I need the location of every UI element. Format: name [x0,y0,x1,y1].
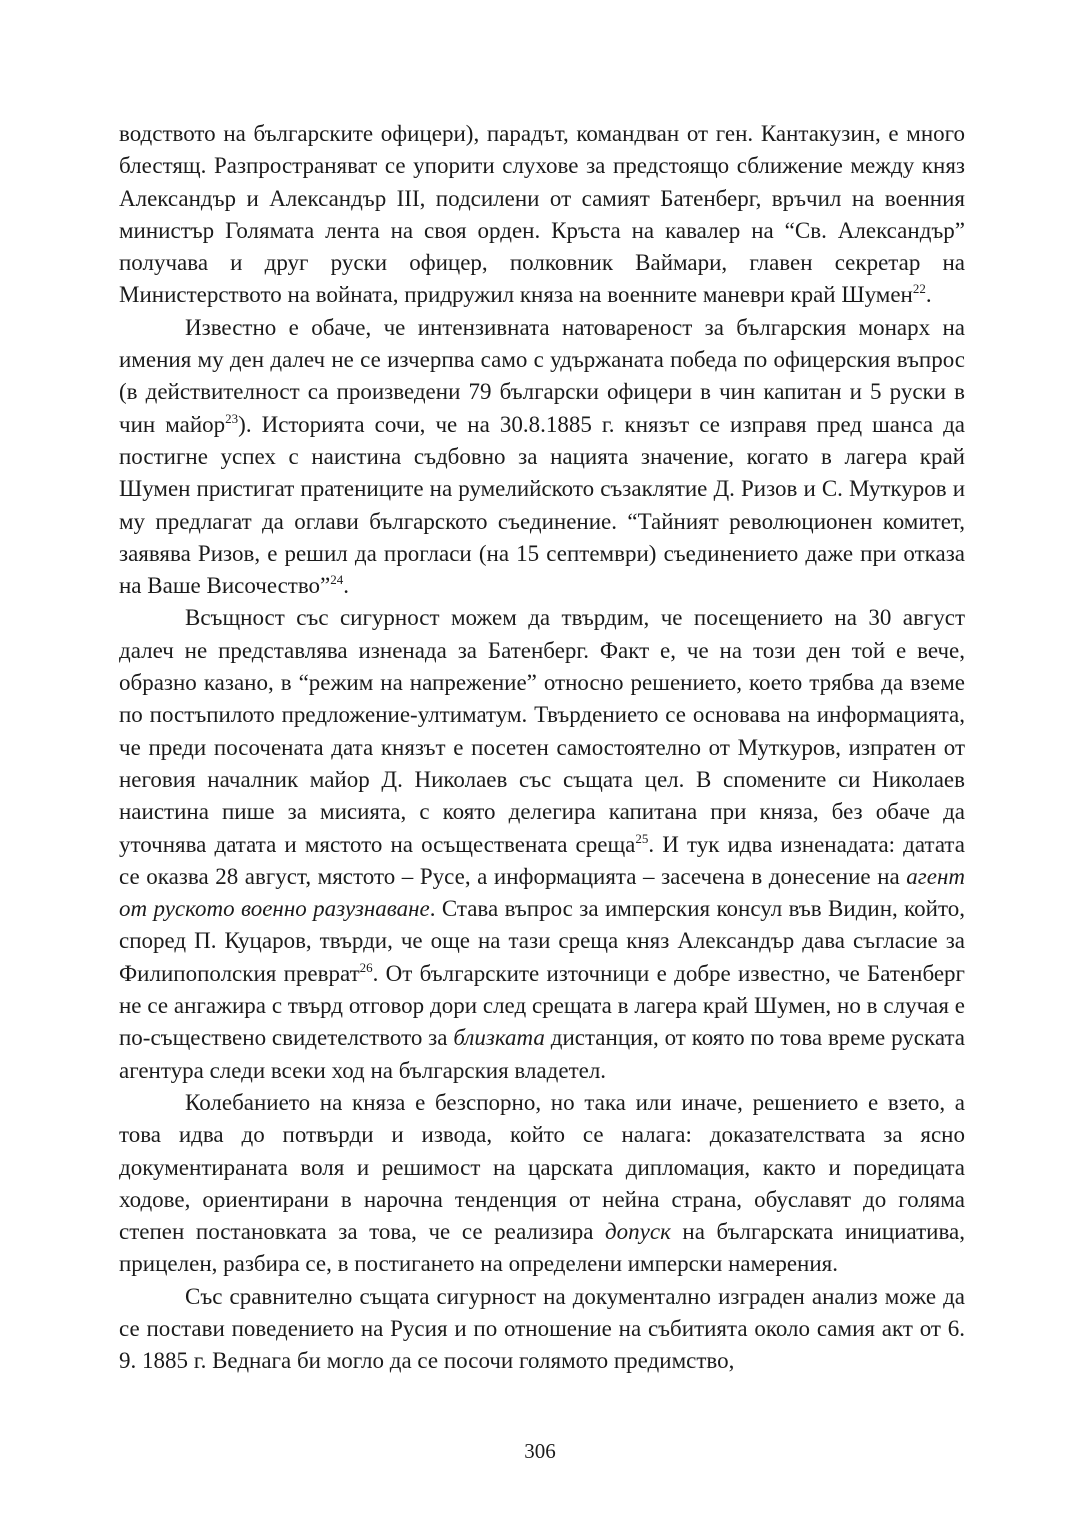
text-run: . [925,282,932,308]
text-run: дистанция, от която по това време руската агентура следи всеки ход на българския владетел. [119,1025,965,1083]
paragraph [119,118,965,312]
text-run: Колебанието на княза е безспорно, но така или иначе, решението е взето, а това идва до потвърди и извода, който се налага: доказателствата за ясно документираната воля и решимост на царската дипломация, както и поредицата ходове, ориентирани в нарочна тенденция от нейна страна, обуславят до голяма степен постановката за това, че се реализира [119,1089,965,1245]
footnote-ref: 24 [330,572,344,588]
body-text [119,118,965,1378]
text-run: Всъщност със сигурност можем да твърдим, че посещението на 30 август далеч не представлява изненада за Батенберг. Факт е, че на този ден той е вече, образно казано, в “режим на напрежение” относно решението, което трябва да вземе по постъпилото предложение-ултиматум. Твърдението се основава на информацията, че преди посочената дата князът е посетен самостоятелно от Муткуров, изпратен от неговия началник майор Д. Николаев със същата цел. В спомените си Николаев наистина пише за мисията, с която делегира капитана при княза, без обаче да уточнява датата и мястото на осъществената среща [119,605,965,857]
text-run: на българската инициатива, прицелен, разбира се, в постигането на определени имперски намерения. [119,1219,965,1277]
text-run: Със сравнително същата сигурност на документално изграден анализ може да се постави поведението на Русия и по отношение на събитията около самия акт от 6. 9. 1885 г. Веднага би могло да се посочи голямото предимство, [119,1283,965,1374]
italic-text: допуск [605,1219,671,1245]
footnote-ref: 26 [359,959,373,975]
footnote-ref: 23 [225,410,239,426]
footnote-ref: 25 [635,830,649,846]
text-run: . [343,573,350,599]
italic-text: агент от руското военно разузнаване [119,863,965,922]
paragraph [119,1087,965,1281]
text-run: . От българските източници е добре известно, че Батенберг не се ангажира с твърд отговор дори след срещата в лагера край Шумен, но в случая е по-съществено свидетелството за [119,960,965,1051]
text-run: Известно е обаче, че интензивната натовареност за българския монарх на имения му ден далеч не се изчерпва само с удържаната победа по офицерския въпрос (в действителност са произведени 79 български офицери в чин капитан и 5 руски в чин майор [119,314,965,437]
text-run: ). Историята сочи, че на 30.8.1885 г. князът се изправя пред шанса да постигне успех с наистина съдбовно за нацията значение, когато в лагера край Шумен пристигат пратениците на румелийското съзаклятие Д. Ризов и С. Муткуров и му предлагат да оглави българското съединение. “Тайният революционен комитет, заявява Ризов, е решил да прогласи (на 15 септември) съединението даже при отказа на Ваше Височество” [119,411,965,599]
text-run: . Става въпрос за имперския консул във Видин, който, според П. Куцаров, твърди, че още на тази среща княз Александър дава съгласие за Филипополския преврат [119,896,965,986]
italic-text: близката [453,1025,545,1051]
text-run: водството на българските офицери), парадът, командван от ген. Кантакузин, е много блестящ. Разпространяват се упорити слухове за предстоящо сближение между княз Александър и Александър ІІІ, подсилени от самият Батенберг, връчил на военния министър Голямата лента на своя орден. Кръста на кавалер на “Св. Александър” получава и друг руски офицер, полковник Ваймари, главен секретар на Министерството на войната, придружил княза на военните маневри край Шумен [119,121,965,308]
paragraph [119,1281,965,1378]
paragraph [119,312,965,603]
page-number: 306 [524,1439,556,1463]
paragraph [119,602,965,1086]
footnote-ref: 22 [912,281,926,297]
text-run: . И тук идва изненадата: датата се оказва 28 август, мястото – Русе, а информацията – засечена в донесение на [119,831,965,889]
